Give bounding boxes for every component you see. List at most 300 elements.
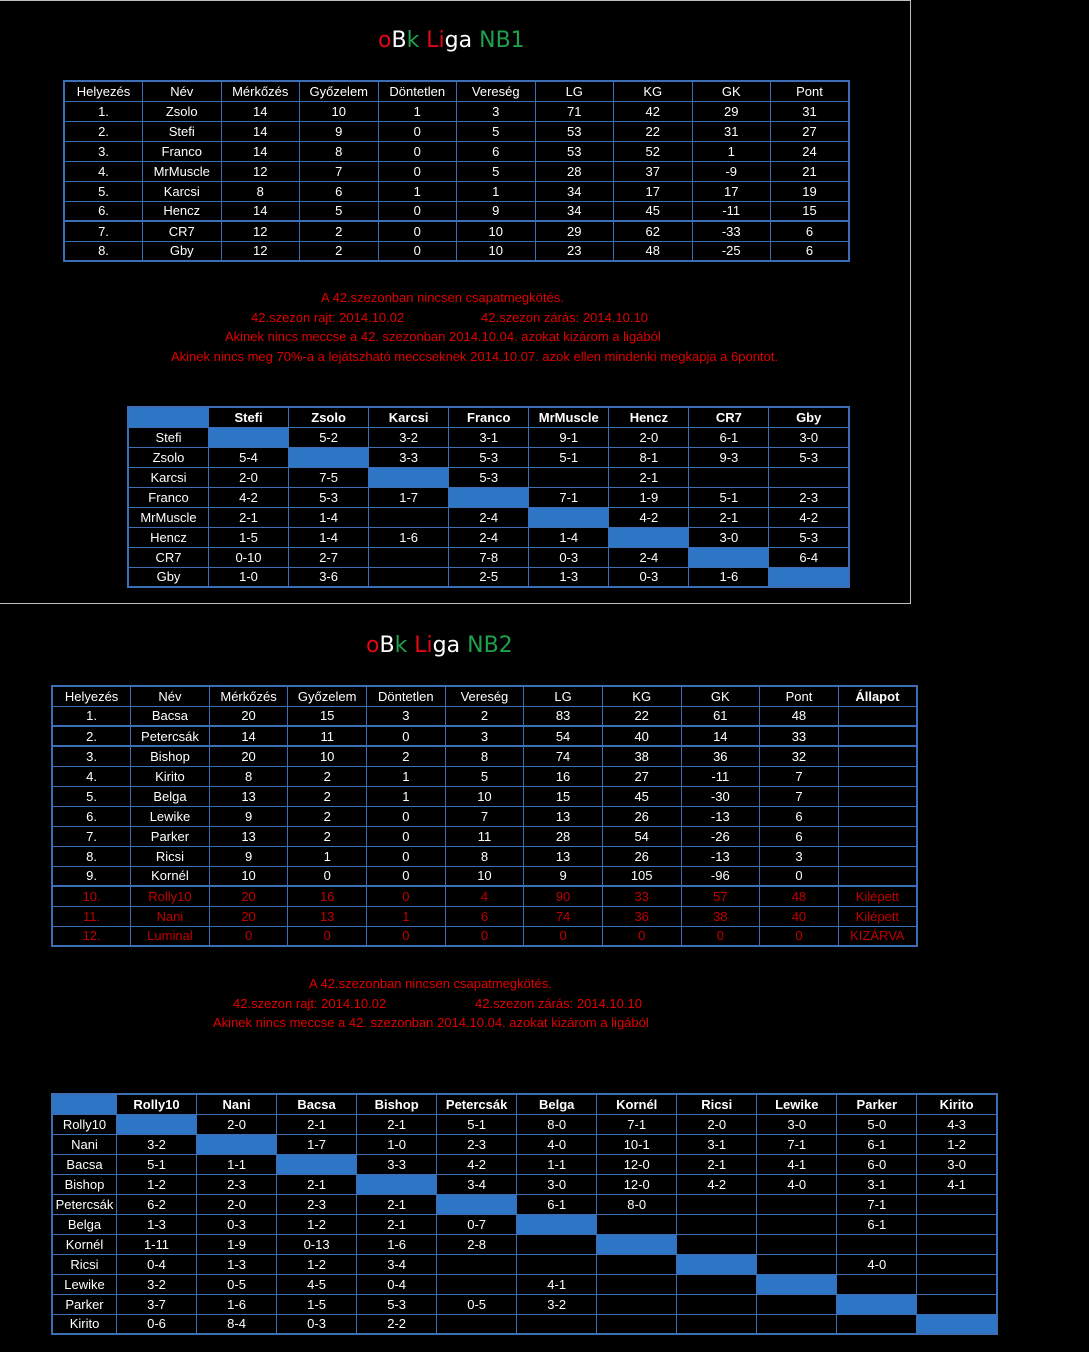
matrix-row-header: Bishop <box>52 1174 117 1194</box>
table-cell: 0 <box>378 201 457 221</box>
table-cell: 1 <box>692 141 771 161</box>
table-cell: Kilépett <box>838 886 917 906</box>
matrix-cell: 4-2 <box>437 1154 517 1174</box>
table-cell: 11 <box>288 726 367 746</box>
table-cell: 10 <box>209 866 288 886</box>
table-cell: 14 <box>681 726 760 746</box>
table-cell: 14 <box>209 726 288 746</box>
matrix-row <box>128 507 849 527</box>
matrix-cell: 1-6 <box>357 1234 437 1254</box>
matrix-row <box>128 487 849 507</box>
matrix-cell <box>677 1194 757 1214</box>
matrix-row <box>52 1254 997 1274</box>
table-cell: KIZÁRVA <box>838 926 917 946</box>
matrix-cell <box>517 1314 597 1334</box>
table-cell: Stefi <box>143 121 222 141</box>
table-cell: 26 <box>602 806 681 826</box>
matrix-cell: 1-2 <box>277 1214 357 1234</box>
table-cell: 8. <box>52 846 131 866</box>
table-cell: 31 <box>692 121 771 141</box>
matrix-cell <box>529 467 609 487</box>
nb1-title <box>378 28 525 53</box>
matrix-cell: 5-3 <box>449 447 529 467</box>
matrix-cell: 7-1 <box>529 487 609 507</box>
table-cell: 53 <box>535 121 614 141</box>
matrix-cell: 7-1 <box>597 1114 677 1134</box>
nb1-note-line3: Akinek nincs meccse a 42. szezonban 2014.10.04. azokat kizárom a ligából <box>225 329 661 344</box>
matrix-cell: 5-2 <box>289 427 369 447</box>
matrix-column-header: Belga <box>517 1094 597 1114</box>
table-cell: 57 <box>681 886 760 906</box>
matrix-row-header: Franco <box>128 487 209 507</box>
table-cell: 2. <box>64 121 143 141</box>
matrix-cell: 4-0 <box>517 1134 597 1154</box>
matrix-diagonal <box>437 1194 517 1214</box>
title-li: Li <box>414 633 433 658</box>
table-cell: 0 <box>445 926 524 946</box>
table-cell: 1 <box>288 846 367 866</box>
table-cell: -96 <box>681 866 760 886</box>
title-league: NB2 <box>467 633 513 658</box>
matrix-cell <box>917 1294 997 1314</box>
matrix-cell <box>917 1214 997 1234</box>
table-cell: 15 <box>288 706 367 726</box>
table-row <box>52 886 917 906</box>
title-league: NB1 <box>479 28 525 53</box>
matrix-diagonal <box>449 487 529 507</box>
matrix-cell: 1-4 <box>529 527 609 547</box>
matrix-cell: 10-1 <box>597 1134 677 1154</box>
matrix-cell: 3-4 <box>357 1254 437 1274</box>
table-cell: 9 <box>300 121 379 141</box>
table-cell: 20 <box>209 906 288 926</box>
matrix-diagonal <box>369 467 449 487</box>
table-cell: 23 <box>535 241 614 261</box>
matrix-cell <box>369 507 449 527</box>
table-cell: 27 <box>602 766 681 786</box>
matrix-cell <box>597 1294 677 1314</box>
table-cell: 9 <box>209 806 288 826</box>
matrix-cell: 6-1 <box>837 1214 917 1234</box>
table-cell: 5 <box>457 121 536 141</box>
table-cell: 0 <box>367 886 446 906</box>
nb1-results-matrix <box>127 406 850 588</box>
table-cell: 8 <box>445 846 524 866</box>
matrix-cell <box>437 1274 517 1294</box>
table-cell: 3 <box>367 706 446 726</box>
table-cell: 3 <box>760 846 839 866</box>
column-header: Győzelem <box>288 686 367 706</box>
table-cell: 38 <box>681 906 760 926</box>
matrix-cell: 1-3 <box>197 1254 277 1274</box>
table-cell: 10 <box>288 746 367 766</box>
title-b: B <box>379 633 395 658</box>
matrix-cell: 1-1 <box>197 1154 277 1174</box>
matrix-cell <box>757 1194 837 1214</box>
table-cell: Kornél <box>131 866 210 886</box>
table-cell: 0 <box>367 846 446 866</box>
matrix-cell: 2-1 <box>677 1154 757 1174</box>
table-cell: 0 <box>209 926 288 946</box>
column-header: LG <box>524 686 603 706</box>
matrix-cell: 1-6 <box>689 567 769 587</box>
table-cell: 48 <box>614 241 693 261</box>
matrix-cell <box>437 1254 517 1274</box>
table-cell: 2 <box>288 786 367 806</box>
title-k: k <box>394 633 415 658</box>
table-cell: 10 <box>445 866 524 886</box>
table-cell: 36 <box>602 906 681 926</box>
nb1-standings-table <box>63 80 850 262</box>
table-cell: 2 <box>300 241 379 261</box>
table-cell: -33 <box>692 221 771 241</box>
table-cell: 8 <box>445 746 524 766</box>
nb2-title <box>366 633 513 658</box>
table-cell: 0 <box>378 221 457 241</box>
table-cell: 22 <box>614 121 693 141</box>
matrix-cell: 0-13 <box>277 1234 357 1254</box>
table-cell: -13 <box>681 806 760 826</box>
matrix-cell: 0-4 <box>357 1274 437 1294</box>
matrix-row <box>52 1134 997 1154</box>
matrix-cell: 3-7 <box>117 1294 197 1314</box>
table-cell: 6 <box>771 221 850 241</box>
matrix-cell <box>917 1274 997 1294</box>
table-cell: 4. <box>52 766 131 786</box>
table-cell: 10 <box>457 241 536 261</box>
table-cell: 74 <box>524 746 603 766</box>
matrix-cell: 2-0 <box>197 1114 277 1134</box>
matrix-cell: 2-3 <box>277 1194 357 1214</box>
table-cell: 0 <box>378 141 457 161</box>
table-cell <box>838 846 917 866</box>
matrix-cell: 4-1 <box>517 1274 597 1294</box>
table-cell: 90 <box>524 886 603 906</box>
table-cell: 3 <box>457 101 536 121</box>
column-header: Döntetlen <box>378 81 457 101</box>
table-cell: 2 <box>367 746 446 766</box>
column-header: Mérkőzés <box>209 686 288 706</box>
table-cell: 11. <box>52 906 131 926</box>
matrix-row <box>128 467 849 487</box>
matrix-cell: 3-0 <box>517 1174 597 1194</box>
table-cell: 0 <box>602 926 681 946</box>
table-cell: 6 <box>771 241 850 261</box>
matrix-cell: 1-6 <box>369 527 449 547</box>
table-cell: 5. <box>52 786 131 806</box>
matrix-column-header: Kirito <box>917 1094 997 1114</box>
matrix-cell: 1-2 <box>277 1254 357 1274</box>
matrix-row <box>128 447 849 467</box>
table-cell: 7. <box>64 221 143 241</box>
matrix-cell: 1-0 <box>357 1134 437 1154</box>
table-cell: 5 <box>445 766 524 786</box>
table-cell <box>838 726 917 746</box>
table-cell: CR7 <box>143 221 222 241</box>
table-cell: 13 <box>209 786 288 806</box>
table-cell: 0 <box>378 161 457 181</box>
table-cell: 26 <box>602 846 681 866</box>
matrix-cell <box>677 1294 757 1314</box>
matrix-column-header: Gby <box>769 407 849 427</box>
table-cell: 7 <box>445 806 524 826</box>
table-cell: 7 <box>300 161 379 181</box>
matrix-cell: 0-5 <box>197 1274 277 1294</box>
matrix-cell: 3-6 <box>289 567 369 587</box>
table-cell: Luminal <box>131 926 210 946</box>
column-header: Név <box>131 686 210 706</box>
title-b: B <box>391 28 407 53</box>
matrix-diagonal <box>209 427 289 447</box>
matrix-row <box>128 427 849 447</box>
table-cell: 5 <box>457 161 536 181</box>
column-header: LG <box>535 81 614 101</box>
table-cell: 15 <box>524 786 603 806</box>
column-header: Pont <box>771 81 850 101</box>
table-cell: 40 <box>760 906 839 926</box>
column-header: Vereség <box>457 81 536 101</box>
table-cell: 14 <box>221 201 300 221</box>
table-cell: Belga <box>131 786 210 806</box>
matrix-row <box>52 1274 997 1294</box>
table-row <box>64 221 849 241</box>
matrix-row-header: MrMuscle <box>128 507 209 527</box>
table-cell: 8 <box>221 181 300 201</box>
column-header: Helyezés <box>64 81 143 101</box>
matrix-cell: 4-2 <box>609 507 689 527</box>
matrix-row-header: Gby <box>128 567 209 587</box>
table-cell: 7. <box>52 826 131 846</box>
matrix-cell: 1-7 <box>277 1134 357 1154</box>
matrix-cell: 12-0 <box>597 1174 677 1194</box>
matrix-cell: 5-3 <box>449 467 529 487</box>
table-cell <box>838 746 917 766</box>
table-row <box>52 926 917 946</box>
table-row <box>52 706 917 726</box>
table-cell: 2 <box>288 826 367 846</box>
matrix-cell <box>437 1314 517 1334</box>
matrix-cell <box>677 1234 757 1254</box>
table-cell: Bacsa <box>131 706 210 726</box>
table-cell: 6 <box>760 826 839 846</box>
table-cell: 12. <box>52 926 131 946</box>
matrix-row <box>52 1214 997 1234</box>
matrix-column-header: Lewike <box>757 1094 837 1114</box>
matrix-cell: 1-9 <box>197 1234 277 1254</box>
matrix-cell: 5-0 <box>837 1114 917 1134</box>
matrix-cell <box>597 1214 677 1234</box>
table-cell: 52 <box>614 141 693 161</box>
matrix-cell: 8-0 <box>597 1194 677 1214</box>
table-row <box>64 241 849 261</box>
matrix-cell: 5-4 <box>209 447 289 467</box>
matrix-cell: 2-3 <box>437 1134 517 1154</box>
matrix-cell: 8-0 <box>517 1114 597 1134</box>
matrix-row-header: Hencz <box>128 527 209 547</box>
table-cell: 10. <box>52 886 131 906</box>
column-header: Vereség <box>445 686 524 706</box>
matrix-cell <box>517 1234 597 1254</box>
nb1-note-start: 42.szezon rajt: 2014.10.02 <box>251 310 405 325</box>
table-cell: 0 <box>681 926 760 946</box>
table-cell: 42 <box>614 101 693 121</box>
matrix-column-header: Zsolo <box>289 407 369 427</box>
table-cell: 6. <box>52 806 131 826</box>
column-header: KG <box>602 686 681 706</box>
column-header: Pont <box>760 686 839 706</box>
matrix-cell <box>837 1314 917 1334</box>
table-cell: 10 <box>457 221 536 241</box>
matrix-cell <box>757 1314 837 1334</box>
title-li: Li <box>426 28 445 53</box>
matrix-cell <box>597 1254 677 1274</box>
table-row <box>64 201 849 221</box>
matrix-diagonal <box>517 1214 597 1234</box>
table-cell: 17 <box>692 181 771 201</box>
matrix-cell: 3-0 <box>757 1114 837 1134</box>
matrix-cell: 2-3 <box>197 1174 277 1194</box>
nb1-note-end: 42.szezon zárás: 2014.10.10 <box>481 310 648 325</box>
matrix-diagonal <box>837 1294 917 1314</box>
column-header: Állapot <box>838 686 917 706</box>
table-cell: 36 <box>681 746 760 766</box>
matrix-corner <box>52 1094 117 1114</box>
matrix-column-header: MrMuscle <box>529 407 609 427</box>
matrix-row-header: Zsolo <box>128 447 209 467</box>
matrix-row <box>128 527 849 547</box>
table-cell: 13 <box>524 806 603 826</box>
matrix-diagonal <box>757 1274 837 1294</box>
matrix-cell <box>689 467 769 487</box>
table-cell: 74 <box>524 906 603 926</box>
matrix-cell: 6-1 <box>689 427 769 447</box>
matrix-cell: 2-4 <box>449 527 529 547</box>
table-cell: Lewike <box>131 806 210 826</box>
table-cell: 2 <box>300 221 379 241</box>
matrix-cell: 4-0 <box>837 1254 917 1274</box>
matrix-column-header: CR7 <box>689 407 769 427</box>
matrix-cell <box>757 1234 837 1254</box>
table-cell <box>838 826 917 846</box>
matrix-cell: 4-2 <box>209 487 289 507</box>
table-cell: 54 <box>602 826 681 846</box>
table-cell: 4 <box>445 886 524 906</box>
table-cell: 28 <box>524 826 603 846</box>
matrix-cell: 4-1 <box>757 1154 837 1174</box>
table-cell: 33 <box>602 886 681 906</box>
matrix-row-header: Kornél <box>52 1234 117 1254</box>
matrix-cell <box>837 1274 917 1294</box>
table-row <box>52 726 917 746</box>
column-header: Név <box>143 81 222 101</box>
matrix-cell: 2-3 <box>769 487 849 507</box>
table-cell: 11 <box>445 826 524 846</box>
matrix-column-header: Kornél <box>597 1094 677 1114</box>
matrix-row-header: Bacsa <box>52 1154 117 1174</box>
matrix-diagonal <box>289 447 369 467</box>
matrix-cell: 2-0 <box>609 427 689 447</box>
table-cell: 1 <box>367 766 446 786</box>
matrix-cell: 0-4 <box>117 1254 197 1274</box>
table-cell: 3. <box>52 746 131 766</box>
matrix-cell: 4-0 <box>757 1174 837 1194</box>
table-cell: 19 <box>771 181 850 201</box>
matrix-cell: 1-2 <box>917 1134 997 1154</box>
matrix-diagonal <box>609 527 689 547</box>
table-cell: 105 <box>602 866 681 886</box>
table-cell: Parker <box>131 826 210 846</box>
matrix-column-header: Franco <box>449 407 529 427</box>
matrix-diagonal <box>357 1174 437 1194</box>
matrix-cell: 3-3 <box>369 447 449 467</box>
table-cell: 5. <box>64 181 143 201</box>
table-cell: 9 <box>209 846 288 866</box>
table-cell: Rolly10 <box>131 886 210 906</box>
matrix-cell: 7-5 <box>289 467 369 487</box>
table-cell: 1 <box>378 181 457 201</box>
matrix-row-header: Ricsi <box>52 1254 117 1274</box>
table-cell: 34 <box>535 201 614 221</box>
table-cell: 10 <box>445 786 524 806</box>
table-cell: 22 <box>602 706 681 726</box>
title-o: o <box>366 633 380 658</box>
matrix-cell: 2-0 <box>209 467 289 487</box>
matrix-cell <box>757 1294 837 1314</box>
column-header: KG <box>614 81 693 101</box>
nb2-results-matrix <box>51 1093 998 1335</box>
table-cell: 12 <box>221 221 300 241</box>
table-cell: 13 <box>524 846 603 866</box>
table-cell: 40 <box>602 726 681 746</box>
matrix-cell: 5-3 <box>289 487 369 507</box>
matrix-diagonal <box>689 547 769 567</box>
matrix-cell: 2-1 <box>209 507 289 527</box>
matrix-cell: 5-3 <box>769 527 849 547</box>
matrix-diagonal <box>917 1314 997 1334</box>
table-cell: 24 <box>771 141 850 161</box>
matrix-cell: 6-1 <box>517 1194 597 1214</box>
matrix-cell: 5-1 <box>437 1114 517 1134</box>
matrix-row-header: Belga <box>52 1214 117 1234</box>
matrix-cell: 8-1 <box>609 447 689 467</box>
table-cell: Petercsák <box>131 726 210 746</box>
table-row <box>52 826 917 846</box>
matrix-cell: 3-2 <box>117 1274 197 1294</box>
matrix-cell: 3-2 <box>369 427 449 447</box>
matrix-column-header: Nani <box>197 1094 277 1114</box>
table-cell: 1. <box>64 101 143 121</box>
matrix-cell: 3-1 <box>449 427 529 447</box>
matrix-cell: 9-3 <box>689 447 769 467</box>
matrix-cell: 5-3 <box>769 447 849 467</box>
matrix-cell: 1-11 <box>117 1234 197 1254</box>
matrix-cell: 5-1 <box>689 487 769 507</box>
table-cell: Zsolo <box>143 101 222 121</box>
matrix-cell: 1-3 <box>529 567 609 587</box>
table-cell: Gby <box>143 241 222 261</box>
table-cell: 53 <box>535 141 614 161</box>
table-cell: 45 <box>614 201 693 221</box>
matrix-cell <box>677 1214 757 1234</box>
table-cell: 16 <box>288 886 367 906</box>
matrix-row <box>52 1234 997 1254</box>
matrix-diagonal <box>677 1254 757 1274</box>
matrix-cell: 0-6 <box>117 1314 197 1334</box>
table-cell <box>838 786 917 806</box>
matrix-cell: 0-3 <box>277 1314 357 1334</box>
table-cell: 15 <box>771 201 850 221</box>
matrix-row-header: Lewike <box>52 1274 117 1294</box>
